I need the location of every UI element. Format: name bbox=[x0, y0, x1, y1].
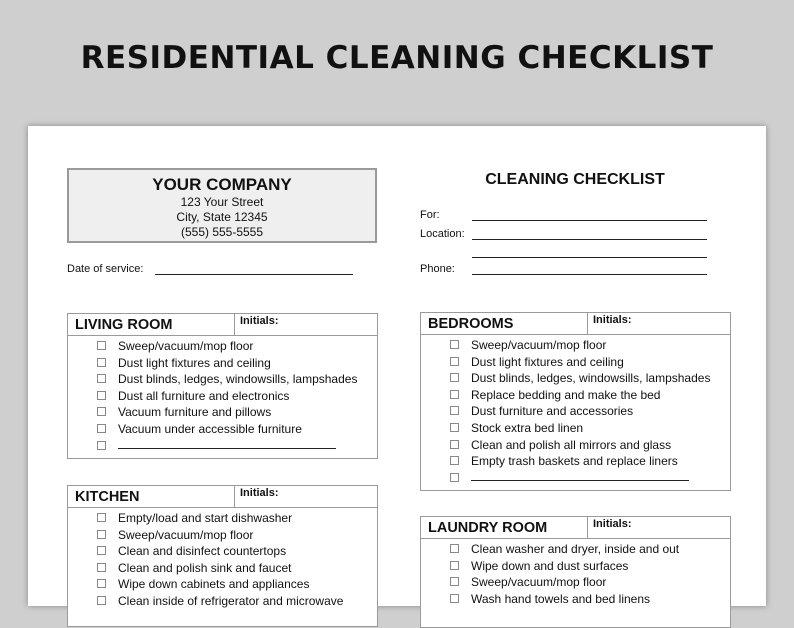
kitchen-section bbox=[67, 485, 378, 627]
list-item: Stock extra bed linen bbox=[421, 420, 730, 437]
checkbox[interactable] bbox=[97, 374, 106, 383]
laundry-room-title: LAUNDRY ROOM bbox=[428, 520, 548, 536]
list-item: Dust blinds, ledges, windowsills, lampshades bbox=[68, 371, 377, 388]
list-item: Vacuum furniture and pillows bbox=[68, 404, 377, 421]
checkbox[interactable] bbox=[97, 341, 106, 350]
list-item: Empty trash baskets and replace liners bbox=[421, 453, 730, 470]
checkbox[interactable] bbox=[450, 577, 459, 586]
list-item: Empty/load and start dishwasher bbox=[68, 510, 377, 527]
kitchen-initials-label: Initials: bbox=[234, 486, 279, 507]
kitchen-title: KITCHEN bbox=[75, 489, 140, 505]
checkbox[interactable] bbox=[450, 340, 459, 349]
company-name: YOUR COMPANY bbox=[152, 175, 292, 194]
checkbox[interactable] bbox=[450, 423, 459, 432]
living-room-section bbox=[67, 313, 378, 459]
bedrooms-title: BEDROOMS bbox=[428, 316, 514, 332]
checkbox[interactable] bbox=[97, 391, 106, 400]
list-item: Sweep/vacuum/mop floor bbox=[421, 337, 730, 354]
living-room-title: LIVING ROOM bbox=[75, 317, 173, 333]
phone-label: Phone: bbox=[420, 263, 455, 275]
phone-field[interactable] bbox=[472, 274, 707, 275]
laundry-room-header bbox=[421, 517, 730, 539]
checkbox[interactable] bbox=[450, 594, 459, 603]
checkbox[interactable] bbox=[97, 579, 106, 588]
list-item: Wipe down cabinets and appliances bbox=[68, 576, 377, 593]
checkbox[interactable] bbox=[450, 473, 459, 482]
company-city: City, State 12345 bbox=[176, 210, 268, 224]
checklist-sheet bbox=[28, 126, 766, 606]
kitchen-header bbox=[68, 486, 377, 508]
blank-entry-line[interactable] bbox=[118, 448, 336, 449]
list-item: Clean washer and dryer, inside and out bbox=[421, 541, 730, 558]
company-street: 123 Your Street bbox=[180, 195, 264, 209]
company-phone: (555) 555-5555 bbox=[180, 225, 264, 239]
checkbox[interactable] bbox=[97, 546, 106, 555]
location-field-line-2[interactable] bbox=[472, 257, 707, 258]
for-label: For: bbox=[420, 209, 440, 221]
list-item-blank bbox=[68, 438, 377, 455]
list-item: Clean and disinfect countertops bbox=[68, 543, 377, 560]
list-item: Replace bedding and make the bed bbox=[421, 387, 730, 404]
date-of-service-field[interactable] bbox=[155, 274, 353, 275]
checkbox[interactable] bbox=[97, 407, 106, 416]
checkbox[interactable] bbox=[450, 561, 459, 570]
checkbox[interactable] bbox=[97, 441, 106, 450]
list-item: Dust furniture and accessories bbox=[421, 403, 730, 420]
checkbox[interactable] bbox=[97, 563, 106, 572]
list-item-blank bbox=[421, 470, 730, 487]
list-item: Dust all furniture and electronics bbox=[68, 388, 377, 405]
list-item: Sweep/vacuum/mop floor bbox=[68, 338, 377, 355]
list-item: Sweep/vacuum/mop floor bbox=[421, 574, 730, 591]
checkbox[interactable] bbox=[450, 373, 459, 382]
checkbox[interactable] bbox=[450, 406, 459, 415]
date-of-service-label: Date of service: bbox=[67, 263, 144, 275]
checkbox[interactable] bbox=[450, 357, 459, 366]
checkbox[interactable] bbox=[97, 358, 106, 367]
list-item: Clean inside of refrigerator and microwave bbox=[68, 593, 377, 610]
list-item: Clean and polish all mirrors and glass bbox=[421, 437, 730, 454]
checklist-title: CLEANING CHECKLIST bbox=[485, 171, 665, 188]
living-room-initials-label: Initials: bbox=[234, 314, 279, 335]
list-item: Vacuum under accessible furniture bbox=[68, 421, 377, 438]
list-item: Clean and polish sink and faucet bbox=[68, 560, 377, 577]
blank-entry-line[interactable] bbox=[471, 480, 689, 481]
checkbox[interactable] bbox=[450, 544, 459, 553]
location-label: Location: bbox=[420, 228, 465, 240]
page-title: RESIDENTIAL CLEANING CHECKLIST bbox=[80, 40, 714, 76]
laundry-room-section bbox=[420, 516, 731, 628]
list-item: Sweep/vacuum/mop floor bbox=[68, 527, 377, 544]
checkbox[interactable] bbox=[97, 513, 106, 522]
laundry-room-initials-label: Initials: bbox=[587, 517, 632, 538]
checkbox[interactable] bbox=[97, 530, 106, 539]
list-item: Wash hand towels and bed linens bbox=[421, 591, 730, 608]
bedrooms-header bbox=[421, 313, 730, 335]
checkbox[interactable] bbox=[450, 456, 459, 465]
location-field-line-1[interactable] bbox=[472, 239, 707, 240]
list-item: Wipe down and dust surfaces bbox=[421, 558, 730, 575]
checkbox[interactable] bbox=[97, 424, 106, 433]
for-field[interactable] bbox=[472, 220, 707, 221]
checkbox[interactable] bbox=[97, 596, 106, 605]
bedrooms-section bbox=[420, 312, 731, 491]
company-info-box bbox=[67, 168, 377, 243]
list-item: Dust blinds, ledges, windowsills, lampshades bbox=[421, 370, 730, 387]
list-item: Dust light fixtures and ceiling bbox=[421, 354, 730, 371]
bedrooms-initials-label: Initials: bbox=[587, 313, 632, 334]
list-item: Dust light fixtures and ceiling bbox=[68, 355, 377, 372]
living-room-header bbox=[68, 314, 377, 336]
checkbox[interactable] bbox=[450, 440, 459, 449]
checkbox[interactable] bbox=[450, 390, 459, 399]
